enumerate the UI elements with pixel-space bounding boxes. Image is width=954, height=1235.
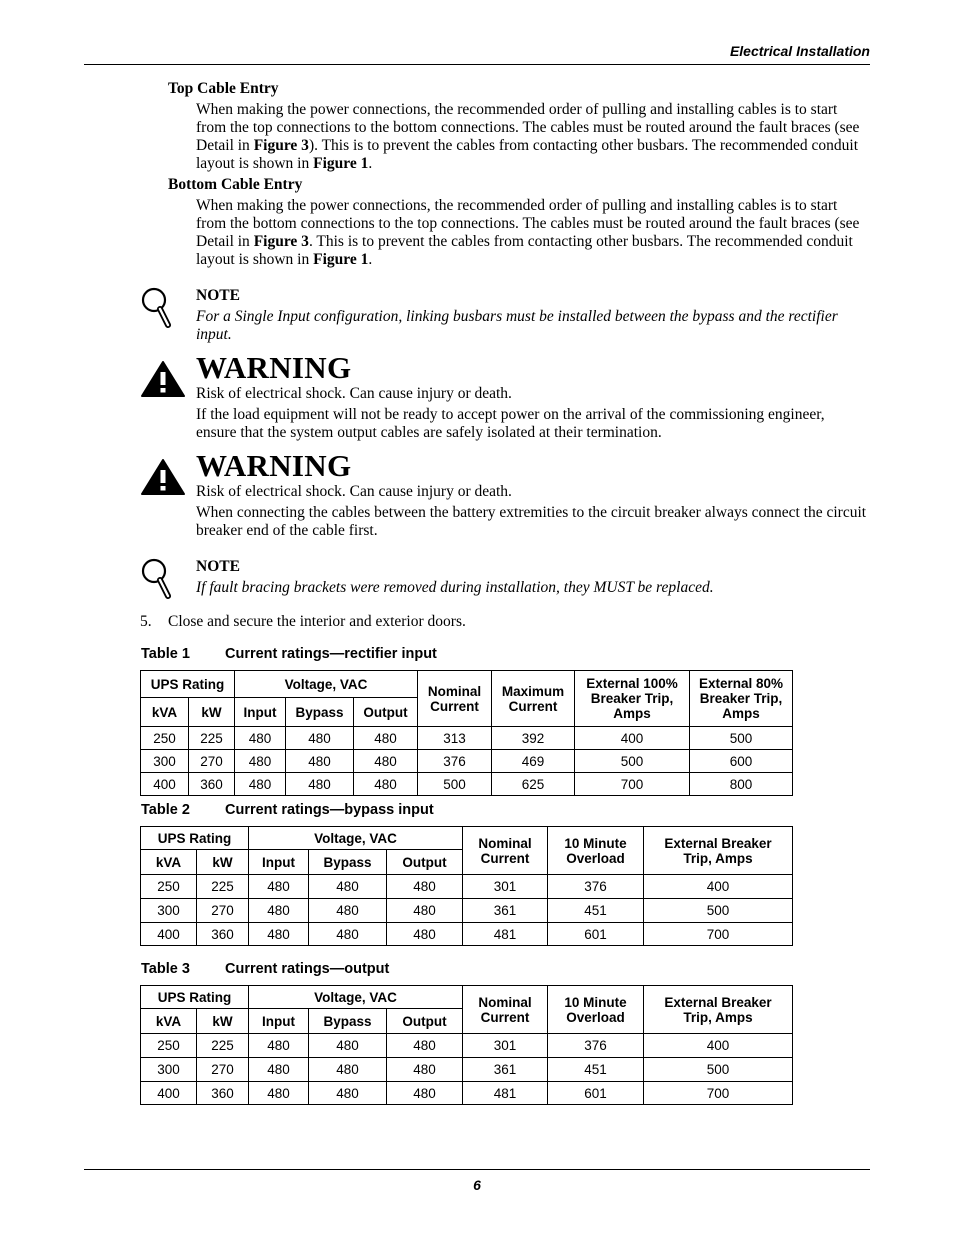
header-external-80-breaker: External 80% Breaker Trip, Amps xyxy=(690,671,793,727)
header-bypass: Bypass xyxy=(309,850,387,875)
warning-line-2: If the load equipment will not be ready to accept power on the arrival of the commissioning engineer, ensure that the system output cables are safely isolated at their termination. xyxy=(196,406,825,441)
warning-title: WARNING xyxy=(196,350,352,385)
note-text: If fault bracing brackets were removed during installation, they MUST be replaced. xyxy=(196,579,714,596)
note-label: NOTE xyxy=(196,558,240,575)
note-text: For a Single Input configuration, linking busbars must be installed between the bypass and the rectifier input. xyxy=(196,308,838,343)
running-header: Electrical Installation xyxy=(729,43,870,59)
header-output: Output xyxy=(387,850,463,875)
figure-1-ref: Figure 1 xyxy=(313,251,369,268)
header-output: Output xyxy=(354,698,418,727)
header-kva: kVA xyxy=(141,698,189,727)
step-5: 5. Close and secure the interior and exterior doors. xyxy=(140,613,466,630)
header-bypass: Bypass xyxy=(286,698,354,727)
header-voltage: Voltage, VAC xyxy=(249,986,463,1009)
header-10-minute-overload: 10 Minute Overload xyxy=(548,986,644,1034)
header-nominal-current: Nominal Current xyxy=(463,986,548,1034)
page-number: 6 xyxy=(473,1177,481,1193)
table-2-caption: Table 2 Current ratings—bypass input xyxy=(141,802,434,818)
table-row: 250 225 480 480 480 301 376 400 xyxy=(141,1034,793,1058)
header-input: Input xyxy=(235,698,286,727)
table-row: 300 270 480 480 480 361 451 500 xyxy=(141,899,793,923)
warning-triangle-icon xyxy=(140,360,186,403)
header-kw: kW xyxy=(197,1009,249,1034)
header-ups-rating: UPS Rating xyxy=(141,827,249,850)
bottom-cable-entry-heading: Bottom Cable Entry xyxy=(168,176,303,193)
header-10-minute-overload: 10 Minute Overload xyxy=(548,827,644,875)
figure-3-ref: Figure 3 xyxy=(253,137,309,154)
header-nominal-current: Nominal Current xyxy=(463,827,548,875)
header-output: Output xyxy=(387,1009,463,1034)
header-external-breaker: External Breaker Trip, Amps xyxy=(644,986,793,1034)
table-2-bypass-input xyxy=(140,826,793,946)
header-maximum-current: Maximum Current xyxy=(492,671,575,727)
table-1-rectifier-input xyxy=(140,670,793,796)
table-3-output xyxy=(140,985,793,1105)
table-row: 400 360 480 480 480 500 625 700 800 xyxy=(141,773,793,796)
top-cable-entry-paragraph: When making the power connections, the recommended order of pulling and installing cables is to start from the top connections to the bottom connections. The cables must be routed around the fault braces (see Detail in Figure 3). This is to prevent the cables from contacting other busbars. The recommended conduit layout is shown in Figure 1. xyxy=(196,101,860,172)
header-bypass: Bypass xyxy=(309,1009,387,1034)
header-voltage: Voltage, VAC xyxy=(249,827,463,850)
top-cable-entry-heading: Top Cable Entry xyxy=(168,80,279,97)
magnifier-icon xyxy=(140,557,174,606)
table-row: 400 360 480 480 480 481 601 700 xyxy=(141,923,793,946)
table-row: 300 270 480 480 480 376 469 500 600 xyxy=(141,750,793,773)
warning-line-1: Risk of electrical shock. Can cause injury or death. xyxy=(196,385,512,402)
warning-line-2: When connecting the cables between the battery extremities to the circuit breaker always connect the circuit breaker end of the cable first. xyxy=(196,504,867,539)
magnifier-icon xyxy=(140,286,174,335)
warning-title: WARNING xyxy=(196,448,352,483)
table-1-caption: Table 1 Current ratings—rectifier input xyxy=(141,646,437,662)
table-row: 400 360 480 480 480 481 601 700 xyxy=(141,1082,793,1105)
header-external-100-breaker: External 100% Breaker Trip, Amps xyxy=(575,671,690,727)
note-label: NOTE xyxy=(196,287,240,304)
header-input: Input xyxy=(249,850,309,875)
header-kva: kVA xyxy=(141,1009,197,1034)
header-ups-rating: UPS Rating xyxy=(141,986,249,1009)
header-external-breaker: External Breaker Trip, Amps xyxy=(644,827,793,875)
bottom-cable-entry-paragraph: When making the power connections, the recommended order of pulling and installing cables is to start from the bottom connections to the top connections. The cables must be routed around the fault braces (see Detail in Figure 3. This is to prevent the cables from contacting other busbars. The recommended conduit layout is shown in Figure 1. xyxy=(196,197,860,268)
table-row: 250 225 480 480 480 301 376 400 xyxy=(141,875,793,899)
header-rule xyxy=(84,64,870,65)
table-row: 300 270 480 480 480 361 451 500 xyxy=(141,1058,793,1082)
figure-1-ref: Figure 1 xyxy=(313,155,369,172)
warning-triangle-icon xyxy=(140,458,186,501)
header-kw: kW xyxy=(197,850,249,875)
warning-line-1: Risk of electrical shock. Can cause injury or death. xyxy=(196,483,512,500)
table-3-caption: Table 3 Current ratings—output xyxy=(141,961,390,977)
header-kva: kVA xyxy=(141,850,197,875)
header-ups-rating: UPS Rating xyxy=(141,671,235,698)
footer-rule xyxy=(84,1169,870,1170)
header-nominal-current: Nominal Current xyxy=(418,671,492,727)
figure-3-ref: Figure 3 xyxy=(253,233,309,250)
header-input: Input xyxy=(249,1009,309,1034)
header-kw: kW xyxy=(189,698,235,727)
table-row: 250 225 480 480 480 313 392 400 500 xyxy=(141,727,793,750)
header-voltage: Voltage, VAC xyxy=(235,671,418,698)
